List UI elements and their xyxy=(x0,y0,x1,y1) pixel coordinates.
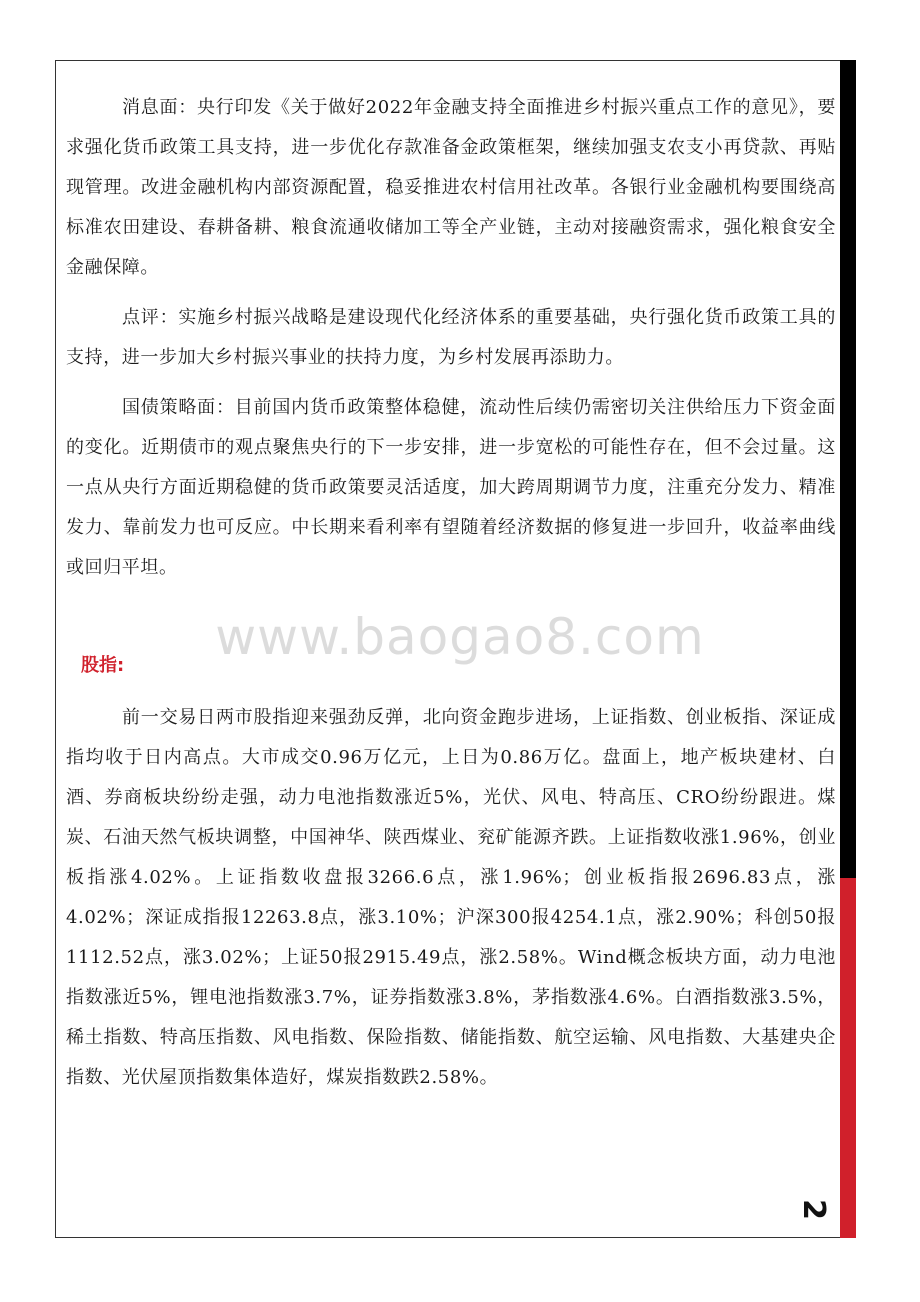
side-bar-black xyxy=(840,60,856,878)
page-number: 2 xyxy=(795,1199,831,1220)
watermark: www.baogao8.com xyxy=(215,608,705,666)
paragraph-bond-strategy: 国债策略面：目前国内货币政策整体稳健，流动性后续仍需密切关注供给压力下资金面的变化。近期债市的观点聚焦央行的下一步安排，进一步宽松的可能性存在，但不会过量。这一点从央行方面近期稳健的货币政策要灵活适度，加大跨周期调节力度，注重充分发力、精准发力、靠前发力也可反应。中长期来看利率有望随着经济数据的修复进一步回升，收益率曲线或回归平坦。 xyxy=(66,397,836,578)
section-heading-stock-index: 股指: xyxy=(81,655,125,676)
paragraph-stock-index: 前一交易日两市股指迎来强劲反弹，北向资金跑步进场，上证指数、创业板指、深证成指均收于日内高点。大市成交0.96万亿元，上日为0.86万亿。盘面上，地产板块建材、白酒、券商板块纷纷走强，动力电池指数涨近5%，光伏、风电、特高压、CRO纷纷跟进。煤炭、石油天然气板块调整，中国神华、陕西煤业、兖矿能源齐跌。上证指数收涨1.96%，创业板指涨4.02%。上证指数收盘报3266.6点，涨1.96%；创业板指报2696.83点，涨4.02%；深证成指报12263.8点，涨3.10%；沪深300报4254.1点，涨2.90%；科创50报1112.52点，涨3.02%；上证50报2915.49点，涨2.58%。Wind概念板块方面，动力电池指数涨近5%，锂电池指数涨3.7%，证券指数涨3.8%，茅指数涨4.6%。白酒指数涨3.5%，稀土指数、特高压指数、风电指数、保险指数、储能指数、航空运输、风电指数、大基建央企指数、光伏屋顶指数集体造好，煤炭指数跌2.58%。 xyxy=(66,707,836,1088)
paragraph-news: 消息面：央行印发《关于做好2022年金融支持全面推进乡村振兴重点工作的意见》，要求强化货币政策工具支持，进一步优化存款准备金政策框架，继续加强支农支小再贷款、再贴现管理。改进金融机构内部资源配置，稳妥推进农村信用社改革。各银行业金融机构要围绕高标准农田建设、春耕备耕、粮食流通收储加工等全产业链，主动对接融资需求，强化粮食安全金融保障。 xyxy=(66,97,836,278)
document-body xyxy=(66,88,836,1098)
side-bar-red xyxy=(840,878,856,1238)
paragraph-comment: 点评：实施乡村振兴战略是建设现代化经济体系的重要基础，央行强化货币政策工具的支持，进一步加大乡村振兴事业的扶持力度，为乡村发展再添助力。 xyxy=(66,307,836,368)
